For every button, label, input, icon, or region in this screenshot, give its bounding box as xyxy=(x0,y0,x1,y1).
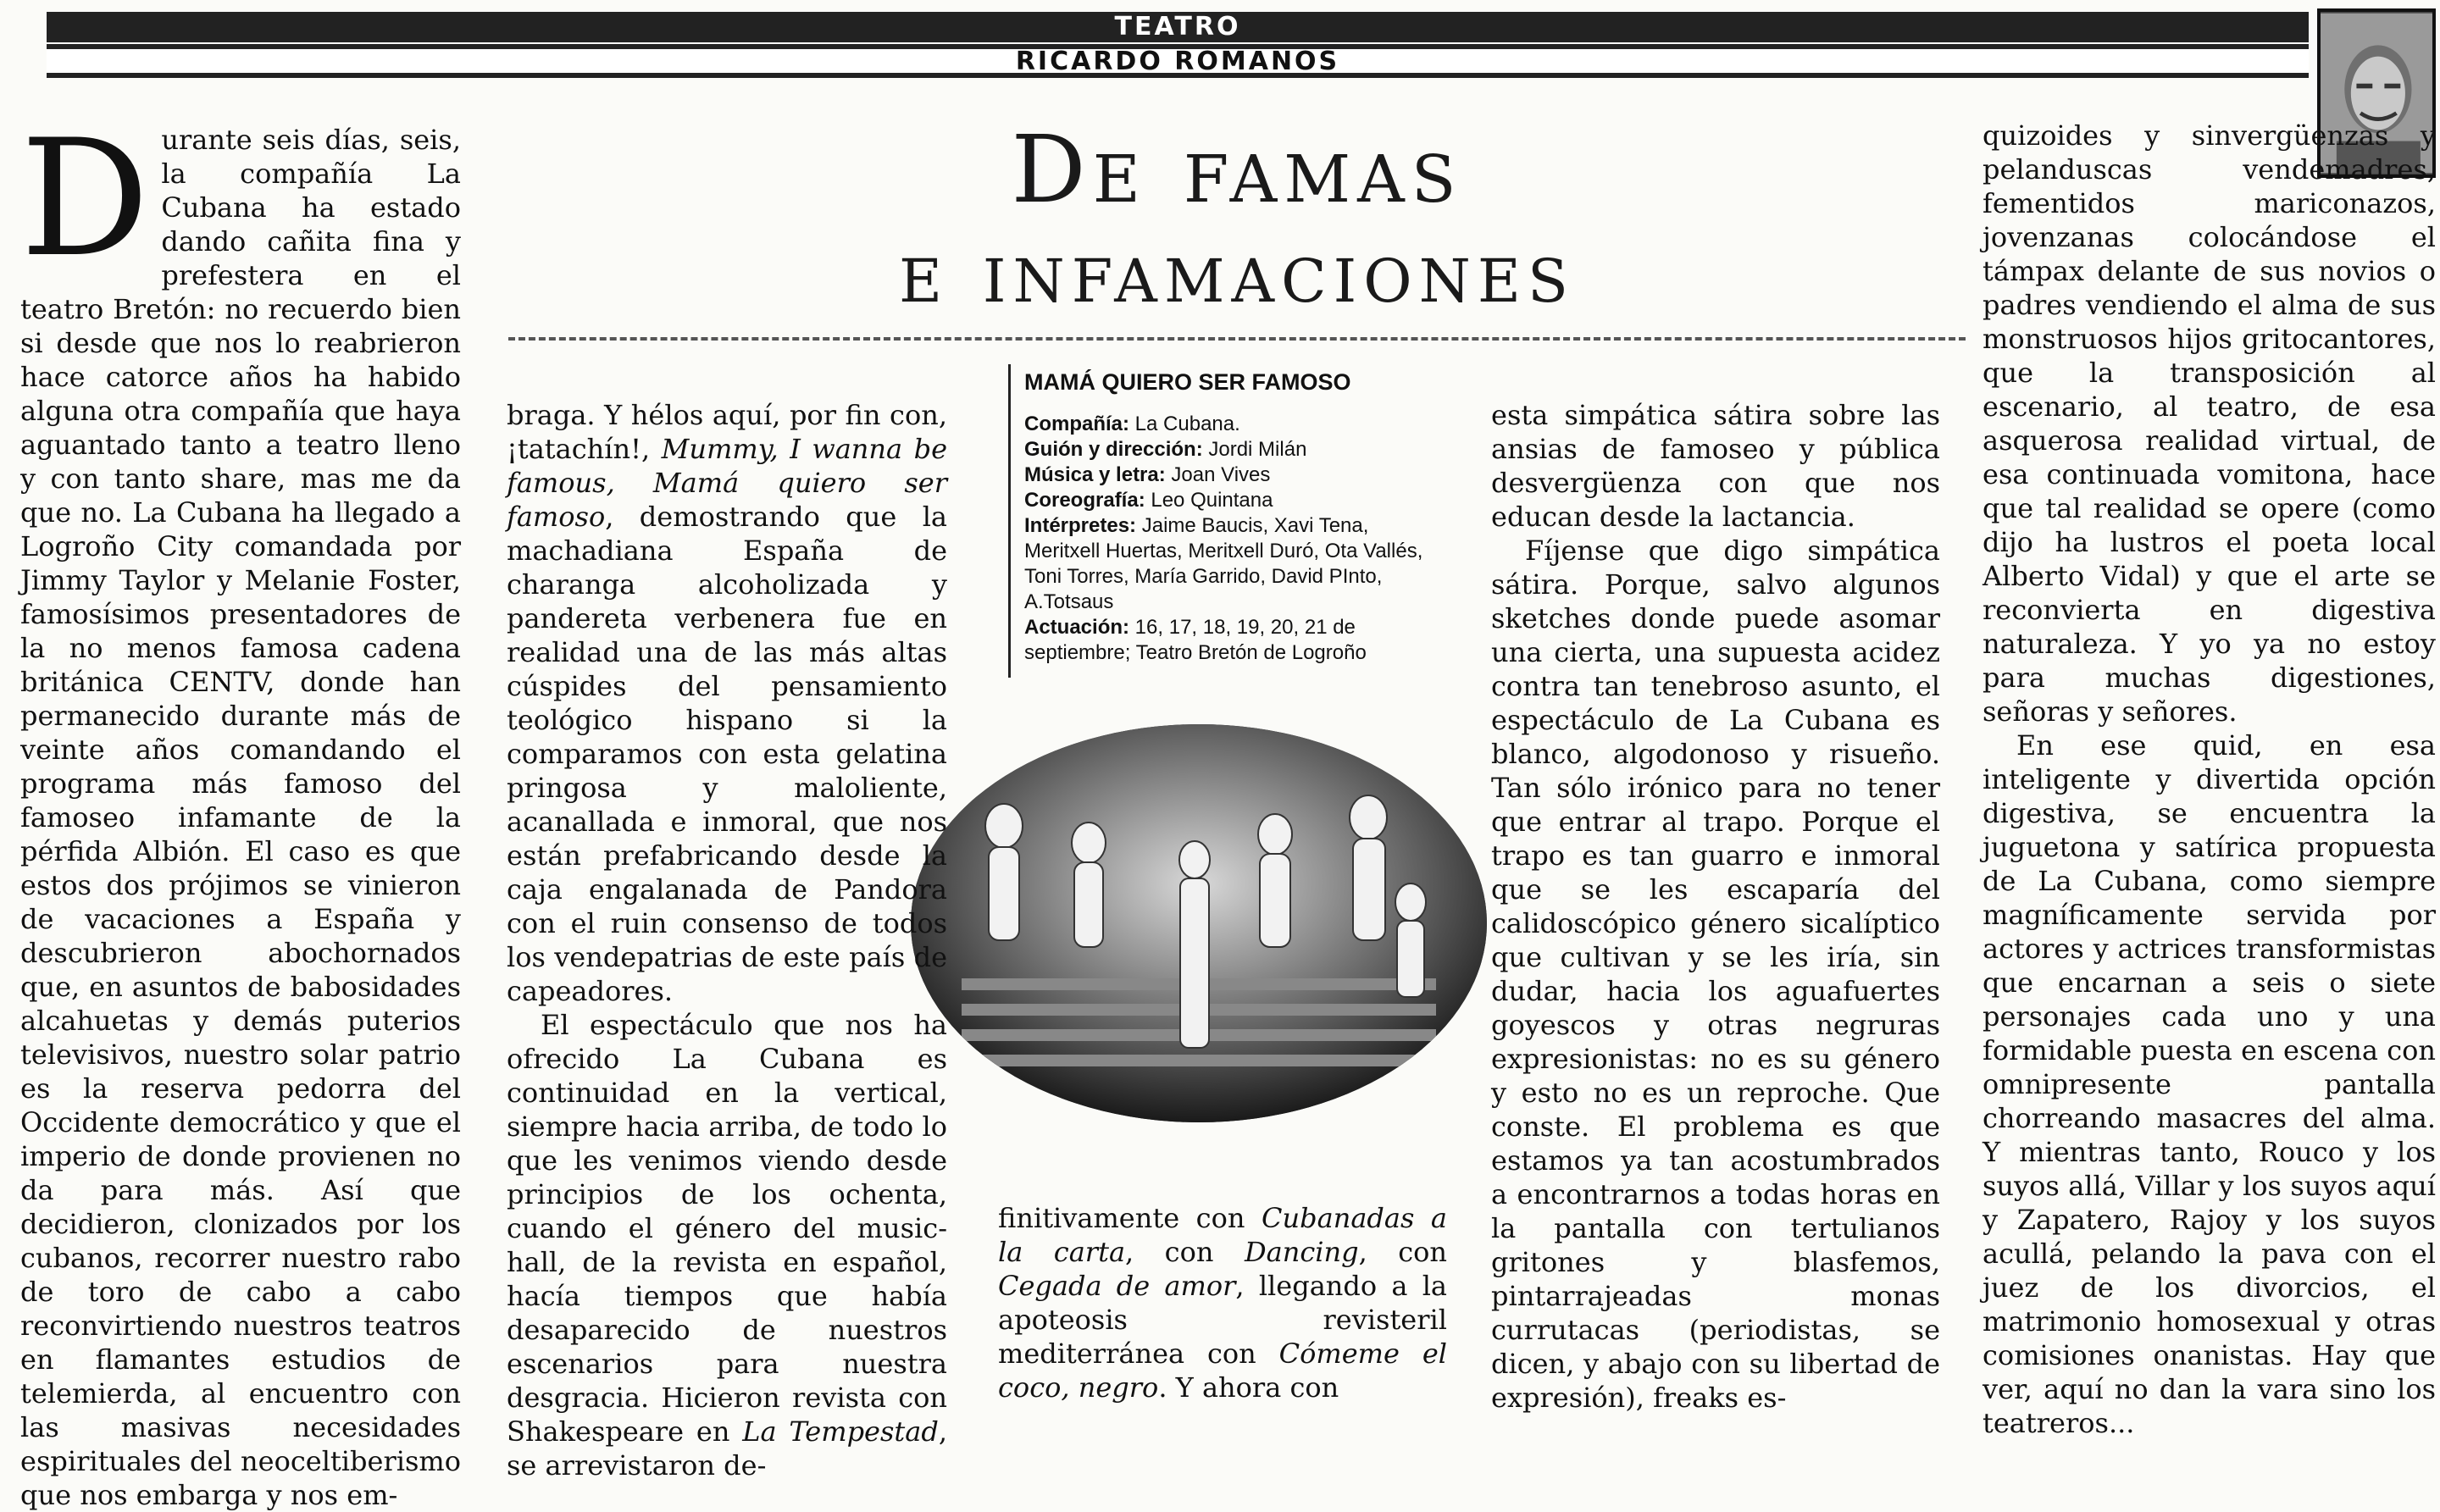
show-title-italic: Cegada de amor xyxy=(998,1270,1236,1302)
credit-row xyxy=(1024,412,1449,437)
stage-performance-image xyxy=(911,724,1487,1122)
column-1-text: urante seis días, seis, la compañía La Cubana ha estado dando cañita fina y prefestera en el teatro Bretón: no recuerdo bien si desde que nos lo reabrieron hace catorce años ha habido alguna otra compañía que haya aguantado tanto a teatro lleno y con tanto share, mas me da que no. La Cubana ha llegado a Logroño City comandada por Jimmy Taylor y Melanie Foster, famosísimos presentadores de la no menos famosa cadena británica CENTV, donde han permanecido durante más de veinte años comandando el programa más famoso del famoseo infamante de la pérfida Albión. El caso es que estos dos prójimos se vinieron de vacaciones a España y descubrieron abochornados que, en asuntos de babosidades alcahuetas y demás puterios televisivos, nuestro solar patrio es la reserva pedorra del Occidente democrático y que el imperio de donde provienen no da para más. Así que decidieron, clonizados por los cubanos, recorrer nuestro rabo de toro de cabo a cabo reconvirtiendo nuestros teatros en flamantes estudios de telemierda, al encuentro con las masivas necesidades espirituales del neoceltiberismo que nos embarga y nos em- xyxy=(20,124,461,1511)
show-title-italic: La Tempestad xyxy=(742,1415,939,1448)
headline-line-2: e infamaciones xyxy=(899,223,1575,322)
show-title-italic: Cómeme el coco, negro xyxy=(998,1338,1447,1404)
credits-title: MAMÁ QUIERO SER FAMOSO xyxy=(1024,369,1351,395)
column-2-text: El espectáculo que nos ha ofrecido La Cubana es continuidad en la vertical, siempre hacia arriba, de todo lo que les venimos viendo desde principios de los ochenta, cuando el género del music-hall, de la revista en español, hacía tiempos que había desaparecido de nuestros escenarios para nuestra desgracia. Hicieron revista con Shakespeare en xyxy=(507,1009,947,1448)
column-3-text: . Y ahora con xyxy=(1158,1371,1339,1404)
column-2-text: braga. Y hélos aquí, por fin con, ¡tatachín!, xyxy=(507,399,947,465)
credit-label: Guión y dirección: xyxy=(1024,438,1203,461)
credit-label: Coreografía: xyxy=(1024,489,1145,512)
credit-row xyxy=(1024,513,1449,615)
article-column-3 xyxy=(998,1201,1447,1404)
credit-value: Leo Quintana xyxy=(1145,489,1273,512)
article-column-1 xyxy=(20,105,461,1512)
article-column-5 xyxy=(1982,119,2436,1440)
column-4-paragraph-1: esta simpática sátira sobre las ansias de famoseo y pública desvergüenza con que nos educan desde la lactancia. xyxy=(1491,399,1940,533)
column-3-text: finitivamente con xyxy=(998,1202,1262,1234)
column-5-paragraph-1: quizoides y sinvergüenzas y pelanduscas vendemadres, fementidos mariconazos, jovenzanas colocándose el támpax delante de sus novios o padres vendiendo el alma de sus monstruosos hijos gritocantores, que la transposición al escenario, al teatro, de esa asquerosa realidad virtual, de esa continuada vomitona, hace que tal realidad se opere (como dijo ha lustros el poeta local Alberto Vidal) y que el arte se reconvierta en digestiva naturaleza. Y yo ya no estoy para muchas digestiones, señoras y señores. xyxy=(1982,119,2436,728)
credit-row xyxy=(1024,437,1449,462)
credit-row xyxy=(1024,462,1449,488)
column-3-text: , llegando a la apoteosis revisteril mediterránea con xyxy=(998,1270,1448,1370)
column-3-text: , con xyxy=(1358,1236,1448,1268)
credit-value: 16, 17, 18, 19, 20, 21 de septiembre; Teatro Bretón de Logroño xyxy=(1024,616,1367,664)
section-header: TEATRO xyxy=(47,12,2309,42)
credit-value: La Cubana. xyxy=(1129,413,1240,435)
headline-divider xyxy=(508,337,1966,341)
show-title-italic: Cubanadas a la carta xyxy=(998,1202,1448,1268)
drop-cap: D xyxy=(20,105,150,292)
column-5-paragraph-2: En ese quid, en esa inteligente y divertida opción digestiva, se encuentra la juguetona y satírica propuesta de La Cubana, como siempre magníficamente servida por actores y actrices transformistas que encarnan a seis o siete personajes cada uno y una formidable puesta en escena con omnipresente pantalla chorreando masacres del alma. Y mientras tanto, Rouco y los suyos allá, Villar y los suyos aquí y Zapatero, Rajoy y los suyos acullá, pelando la pava con el juez de los divorcios, el matrimonio homosexual y otras comisiones onanistas. Hay que ver, aquí no dan la vara sino los teatreros... xyxy=(1982,729,2436,1439)
show-title-italic: Dancing xyxy=(1244,1236,1359,1268)
column-2-text: , se arrevistaron de- xyxy=(507,1415,948,1482)
show-title-italic: Mummy, I wanna be famous, Mamá quiero ser famoso xyxy=(507,433,948,533)
credit-value: Jordi Milán xyxy=(1202,438,1307,461)
credits-box xyxy=(1008,364,1449,678)
article-column-2 xyxy=(507,398,947,1482)
headline-line-1: De famas xyxy=(1011,115,1463,224)
credit-label: Intérpretes: xyxy=(1024,514,1137,537)
column-4-paragraph-2: Fíjense que digo simpática sátira. Porque, salvo algunos sketches donde puede asomar una cierta, una supuesta acidez contra tan tenebroso asunto, el espectáculo de La Cubana es blanco, algodonoso y risueño. Tan sólo irónico para no tener que entrar al trapo. Porque el trapo es tan guarro e inmoral que se les escaparía del calidoscópico género sicalíptico que cultivan y se les iría, sin dudar, hacia los aguafuertes goyescos y otras negruras expresionistas: no es su género y esto no es un reproche. Que conste. El problema es que estamos ya tan acostumbrados a encontrarnos a todas horas en la pantalla con tertulianos gritones y blasfemos, pintarrajeadas monas currutacas (periodistas, se dicen, y abajo con su libertad de expresión), freaks es- xyxy=(1491,534,1940,1414)
credit-row xyxy=(1024,615,1449,666)
column-3-text: , con xyxy=(1125,1236,1245,1268)
credit-value: Joan Vives xyxy=(1165,463,1271,486)
author-byline: RICARDO ROMANOS xyxy=(47,44,2309,78)
article-column-4 xyxy=(1491,398,1940,1415)
credit-label: Compañía: xyxy=(1024,413,1130,435)
credit-row xyxy=(1024,488,1449,513)
credit-label: Actuación: xyxy=(1024,616,1130,639)
stage-photo xyxy=(911,724,1487,1122)
credit-label: Música y letra: xyxy=(1024,463,1166,486)
credit-value: Jaime Baucis, Xavi Tena, Meritxell Huertas, Meritxell Duró, Ota Vallés, Toni Torres, María Garrido, David PInto, A.Totsaus xyxy=(1024,514,1423,613)
column-2-text: , demostrando que la machadiana España de charanga alcoholizada y pandereta verbenera fue en realidad una de las más altas cúspides del pensamiento teológico hispano si la comparamos con esta gelatina pringosa y maloliente, acanallada e inmoral, que nos están prefabricando desde la caja engalanada de Pandora con el ruin consenso de todos los vendepatrias de este país de capeadores. xyxy=(507,501,947,1007)
